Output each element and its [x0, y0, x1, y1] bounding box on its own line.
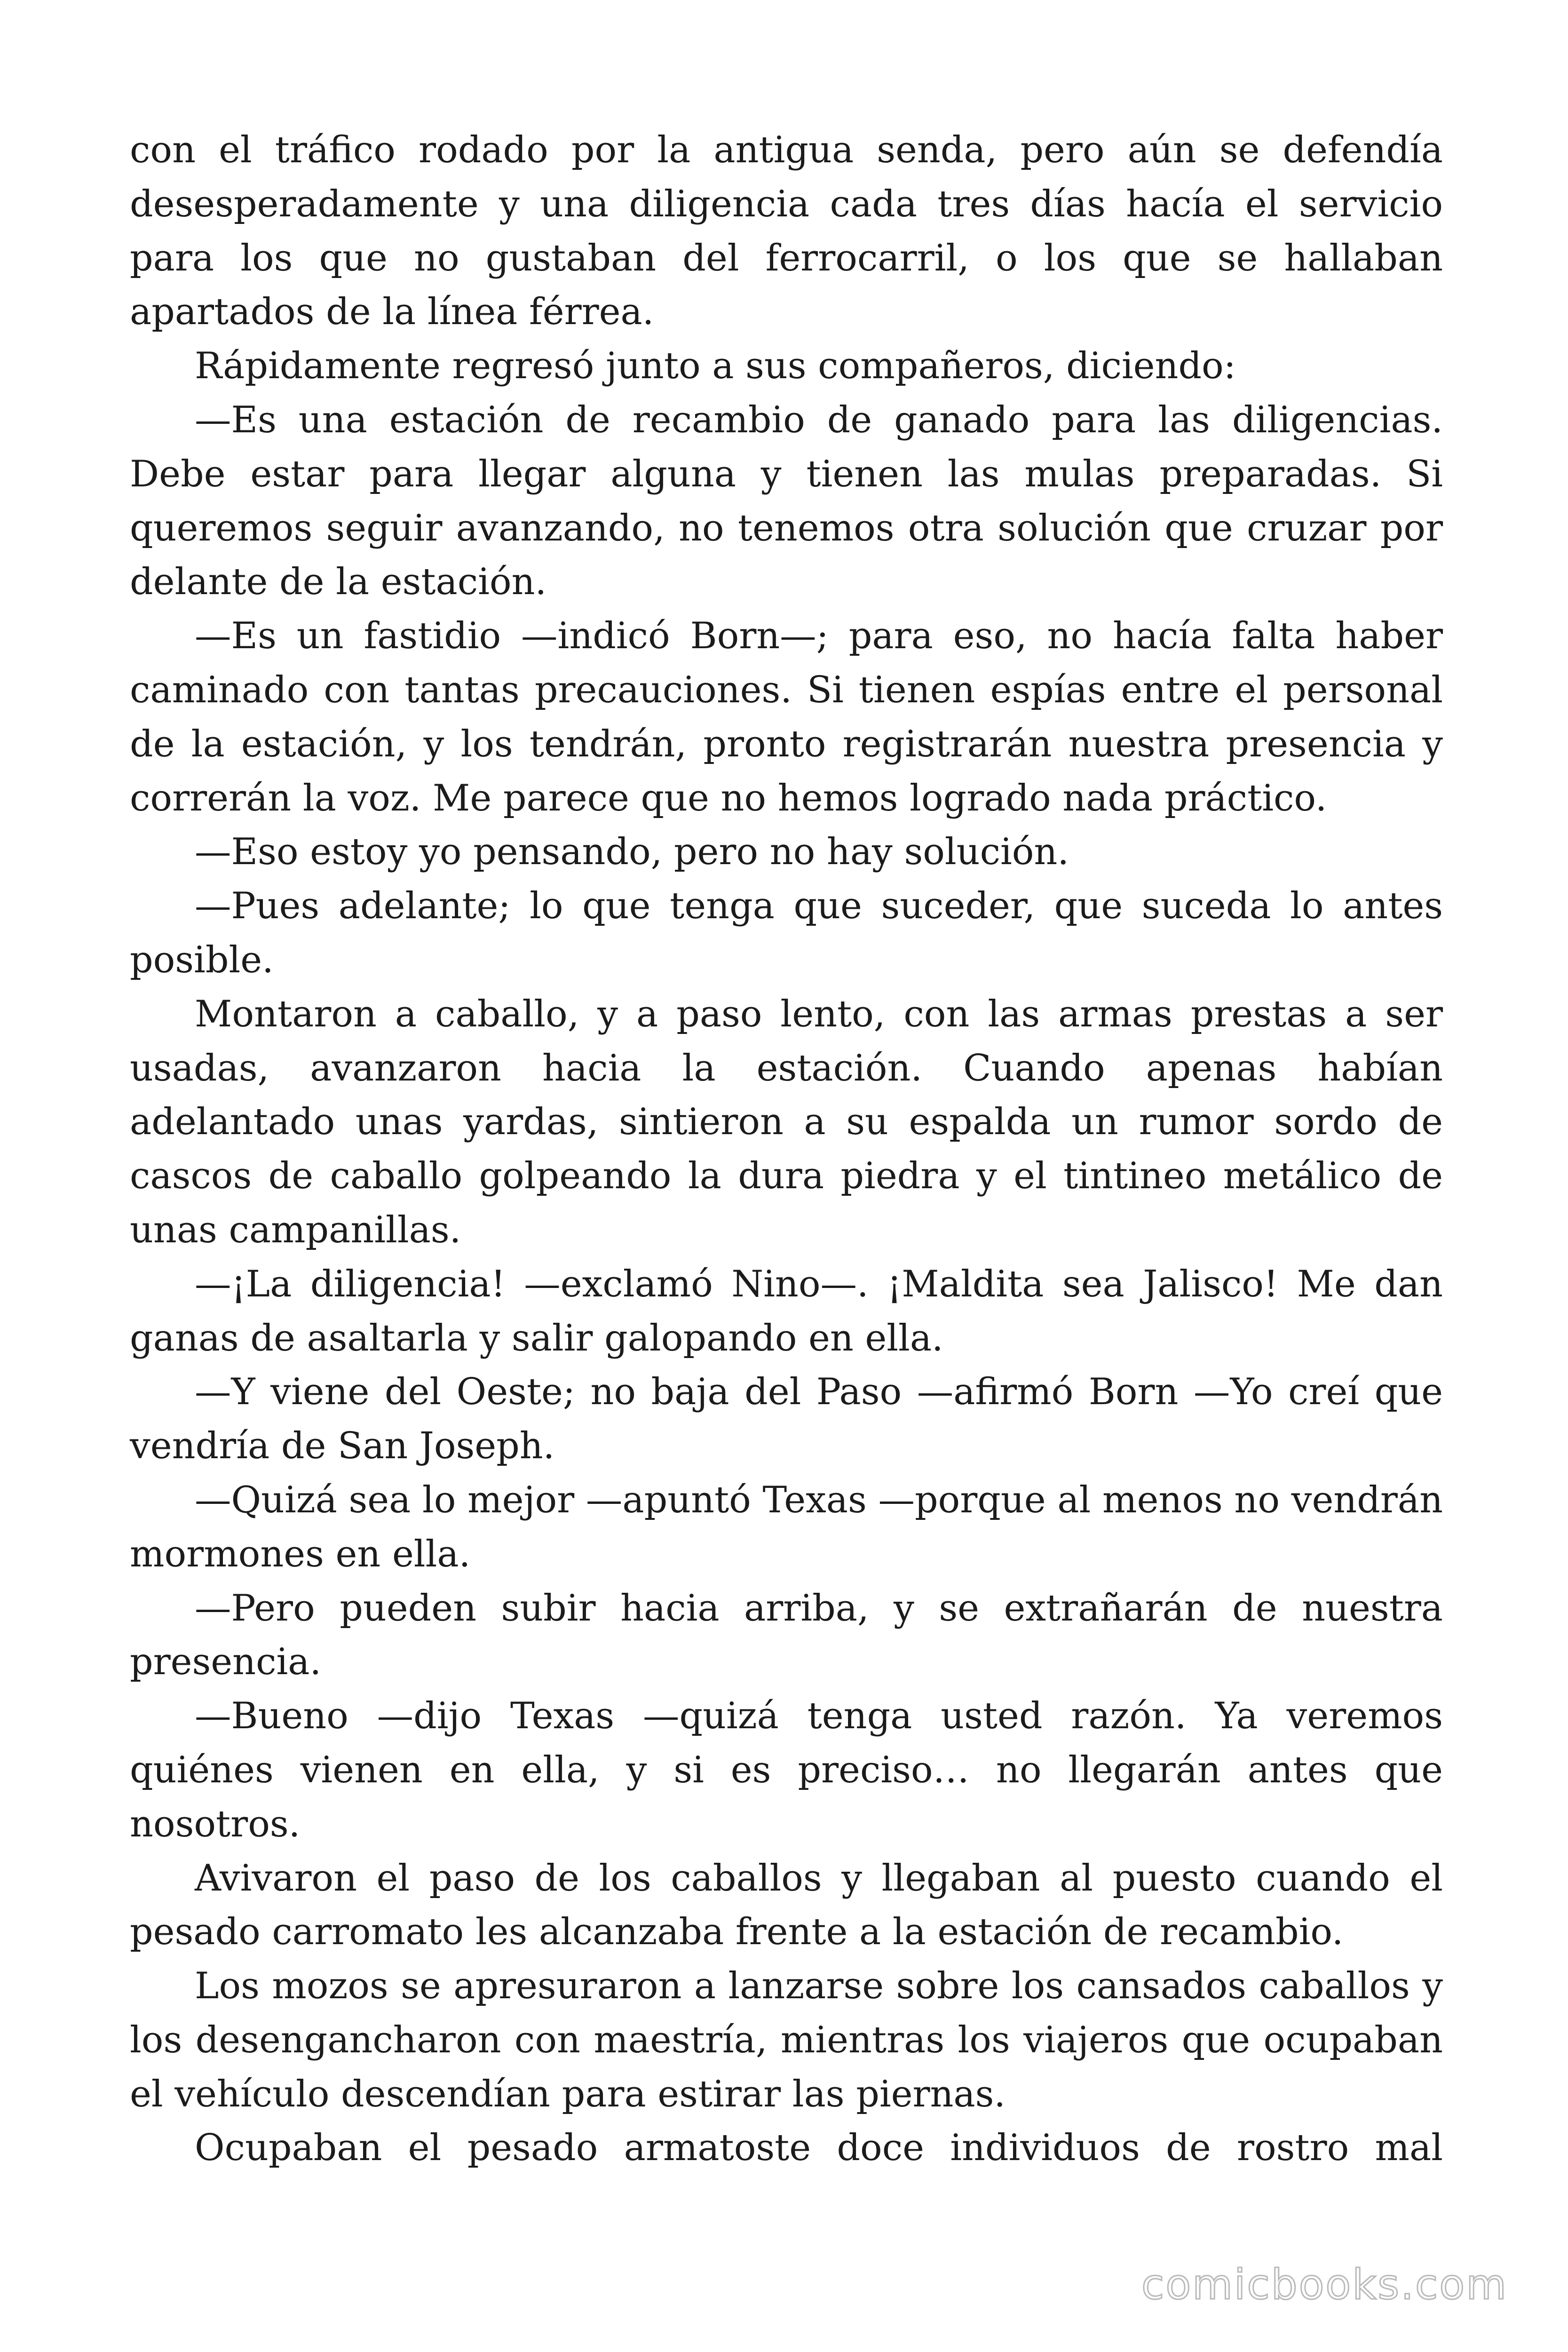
watermark: comicbooks.com — [1141, 2260, 1508, 2309]
paragraph: —¡La diligencia! —exclamó Nino—. ¡Maldita sea Jalisco! Me dan ganas de asaltarla y salir galopando en ella. — [130, 1263, 1443, 1359]
paragraph: Los mozos se apresuraron a lanzarse sobre los cansados caballos y los desengancharon con maestría, mientras los viajeros que ocupaban el vehículo descendían para estirar las piernas. — [130, 1965, 1443, 2115]
paragraph: —Bueno —dijo Texas —quizá tenga usted razón. Ya veremos quiénes vienen en ella, y si es preciso… no llegarán antes que nosotros. — [130, 1695, 1443, 1845]
paragraph: —Pero pueden subir hacia arriba, y se extrañarán de nuestra presencia. — [130, 1587, 1443, 1684]
paragraph: —Eso estoy yo pensando, pero no hay solución. — [195, 831, 1069, 874]
paragraph: con el tráfico rodado por la antigua senda, pero aún se defendía desesperadamente y una diligencia cada tres días hacía el servicio para los que no gustaban del ferrocarril, o los que se hallaban apartados de la línea férrea. — [130, 129, 1443, 334]
paragraph: —Pues adelante; lo que tenga que suceder, que suceda lo antes posible. — [130, 885, 1443, 981]
page-text — [130, 123, 1443, 2175]
paragraph: Montaron a caballo, y a paso lento, con las armas prestas a ser usadas, avanzaron hacia la estación. Cuando apenas habían adelantado unas yardas, sintieron a su espalda un rumor sordo de cascos de caballo golpeando la dura piedra y el tintineo metálico de unas campanillas. — [130, 993, 1443, 1251]
paragraph: Avivaron el paso de los caballos y llegaban al puesto cuando el pesado carromato les alcanzaba frente a la estación de recambio. — [130, 1857, 1443, 1954]
paragraph: —Quizá sea lo mejor —apuntó Texas —porque al menos no vendrán mormones en ella. — [130, 1478, 1443, 1575]
paragraph: Ocupaban el pesado armatoste doce individuos de rostro mal — [195, 2127, 1443, 2169]
paragraph: —Es un fastidio —indicó Born—; para eso, no hacía falta haber caminado con tantas precauciones. Si tienen espías entre el personal de la estación, y los tendrán, pronto registrarán nuestra presencia y correrán la voz. Me parece que no hemos logrado nada práctico. — [130, 615, 1443, 819]
paragraph: Rápidamente regresó junto a sus compañeros, diciendo: — [195, 345, 1236, 388]
paragraph: —Y viene del Oeste; no baja del Paso —afirmó Born —Yo creí que vendría de San Joseph. — [130, 1371, 1443, 1468]
paragraph: —Es una estación de recambio de ganado para las diligencias. Debe estar para llegar alguna y tienen las mulas preparadas. Si queremos seguir avanzando, no tenemos otra solución que cruzar por delante de la estación. — [130, 398, 1443, 604]
